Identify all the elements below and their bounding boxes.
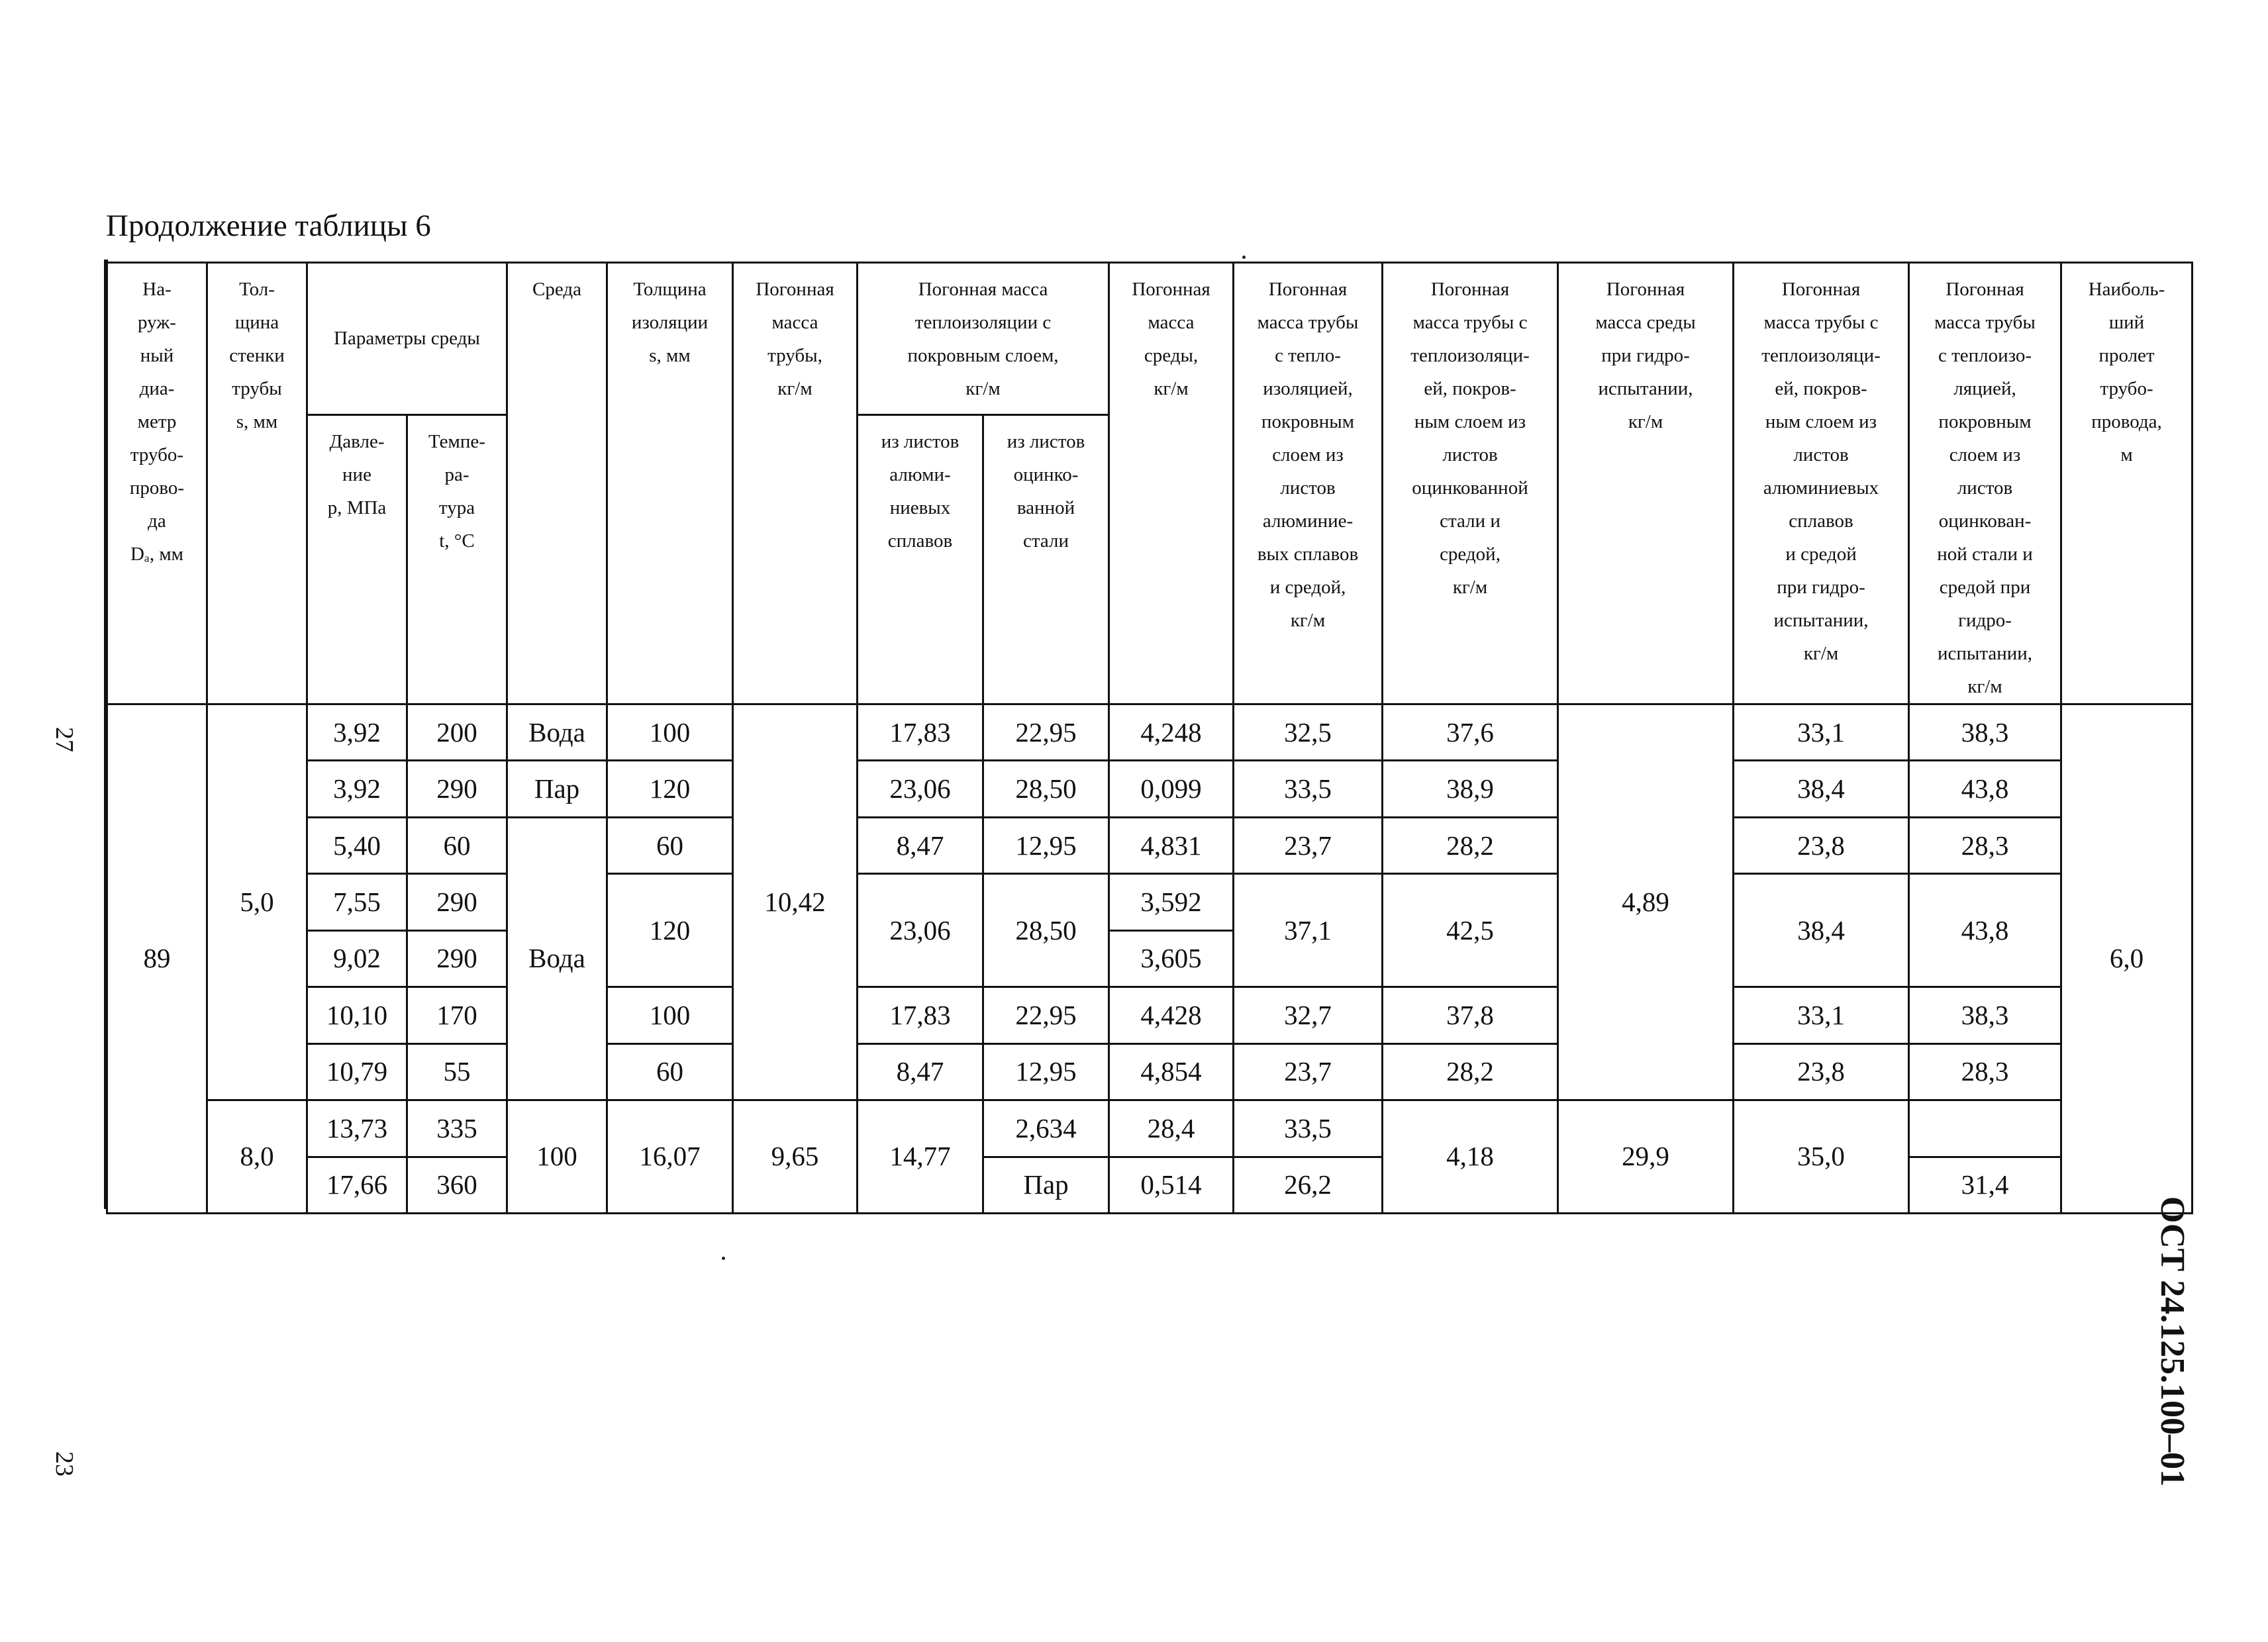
- header-insulation-mass-group: [858, 263, 1109, 415]
- cell-medium-mass: 2,634: [983, 1100, 1109, 1157]
- header-line: Давле-: [329, 430, 385, 452]
- cell-pipe-ins-al-medium: 26,2: [1234, 1157, 1383, 1214]
- header-line: кг/м: [1452, 577, 1488, 598]
- cell-pipe-mass: 10,42: [733, 704, 858, 1100]
- header-line: из листов: [881, 430, 960, 452]
- header-medium-mass: [1109, 263, 1234, 704]
- cell-pressure: 5,40: [307, 817, 407, 873]
- header-pipe-mass: [733, 263, 858, 704]
- header-line: кг/м: [965, 378, 1001, 399]
- header-line: ра-: [444, 463, 469, 485]
- header-line: s, мм: [236, 411, 278, 432]
- header-line: сплавов: [887, 530, 953, 552]
- header-line: ей, покров-: [1775, 378, 1867, 399]
- cell-pressure: 17,66: [307, 1157, 407, 1214]
- header-insulation: [607, 263, 733, 704]
- header-line: масса трубы с: [1763, 312, 1879, 333]
- header-line: при гидро-: [1777, 577, 1865, 598]
- cell-ins-al: 23,06: [858, 874, 983, 987]
- cell-ins-al: 17,83: [858, 987, 983, 1043]
- header-line: Погонная: [756, 279, 834, 300]
- header-line: покровным слоем,: [907, 345, 1059, 366]
- data-table: [106, 262, 2193, 1214]
- header-line: масса: [1148, 312, 1195, 333]
- cell-insulation: 100: [607, 704, 733, 761]
- cell-pipe-ins-steel-test: 28,3: [1909, 1043, 2061, 1100]
- cell-pipe-ins-al-medium: 23,7: [1234, 1043, 1383, 1100]
- cell-pipe-ins-steel-test: 38,3: [1909, 704, 2061, 761]
- cell-pipe-ins-al-medium: 37,1: [1234, 874, 1383, 987]
- header-line: теплоизоляци-: [1761, 345, 1881, 366]
- cell-temperature: 360: [407, 1157, 507, 1214]
- header-line: слоем из: [1949, 444, 2021, 465]
- header-line: провода,: [2091, 411, 2162, 432]
- cell-pipe-ins-al-medium: 32,7: [1234, 987, 1383, 1043]
- header-line: прово-: [129, 477, 185, 499]
- header-line: при гидро-: [1601, 345, 1690, 366]
- cell-pipe-ins-steel-test: 35,0: [1734, 1100, 1909, 1214]
- header-line: трубы: [232, 378, 282, 399]
- cell-medium: Вода: [507, 704, 607, 761]
- cell-pressure: 10,10: [307, 987, 407, 1043]
- cell-ins-steel: 14,77: [858, 1100, 983, 1214]
- cell-insulation: 60: [607, 1043, 733, 1100]
- cell-pipe-ins-al-test: 29,9: [1558, 1100, 1734, 1214]
- header-line: покровным: [1261, 411, 1355, 432]
- cell-temperature: 55: [407, 1043, 507, 1100]
- header-line: среды,: [1144, 345, 1199, 366]
- table-row: [107, 761, 2193, 817]
- cell-diameter: 89: [107, 704, 207, 1214]
- cell-insulation: 60: [607, 817, 733, 873]
- header-line: Тол-: [239, 279, 275, 300]
- header-line: листов: [1793, 444, 1849, 465]
- header-line: Погонная масса: [918, 279, 1048, 300]
- header-ins-al: [858, 414, 983, 704]
- header-line: изоляции: [631, 312, 709, 333]
- header-line: испытании,: [1937, 643, 2033, 664]
- cell-pipe-mass: 16,07: [607, 1100, 733, 1214]
- header-line: да: [148, 510, 166, 532]
- cell-pressure: 10,79: [307, 1043, 407, 1100]
- header-line: Погонная: [1430, 279, 1510, 300]
- header-pressure: [307, 414, 407, 704]
- cell-insulation: 100: [607, 987, 733, 1043]
- header-line: Темпе-: [428, 430, 485, 452]
- header-line: изоляцией,: [1263, 378, 1353, 399]
- cell-wall: 5,0: [207, 704, 307, 1100]
- cell-insulation: 120: [607, 874, 733, 987]
- cell-pipe-ins-steel-medium: 37,6: [1383, 704, 1558, 761]
- cell-pipe-ins-al-test: 38,4: [1734, 874, 1909, 987]
- cell-medium: Пар: [507, 761, 607, 817]
- header-line: Погонная: [1781, 279, 1861, 300]
- cell-pipe-ins-steel-test: 28,3: [1909, 817, 2061, 873]
- header-line: алюми-: [889, 463, 951, 485]
- cell-pressure: 3,92: [307, 761, 407, 817]
- header-line: алюминиевых: [1763, 477, 1879, 499]
- table-row: [107, 817, 2193, 873]
- header-line: и средой: [1785, 544, 1857, 565]
- header-line: испытании,: [1773, 610, 1869, 631]
- table-left-rule: [104, 260, 108, 1209]
- header-line: слоем из: [1272, 444, 1344, 465]
- cell-pressure: 9,02: [307, 930, 407, 987]
- header-pipe-ins-al-medium: [1234, 263, 1383, 704]
- cell-pipe-ins-al-test: 23,8: [1734, 1043, 1909, 1100]
- header-line: масса трубы с: [1412, 312, 1528, 333]
- cell-pipe-ins-steel-medium: 28,2: [1383, 817, 1558, 873]
- header-line: Погонная: [1268, 279, 1348, 300]
- cell-ins-al: 17,83: [858, 704, 983, 761]
- header-line: ший: [2108, 312, 2145, 333]
- table-row: [107, 704, 2193, 761]
- header-line: вых сплавов: [1257, 544, 1359, 565]
- cell-medium-mass-test: 4,18: [1383, 1100, 1558, 1214]
- header-line: ванной: [1016, 497, 1075, 518]
- cell-temperature: 290: [407, 874, 507, 930]
- cell-ins-steel: 22,95: [983, 987, 1109, 1043]
- cell-medium-mass-test: 4,89: [1558, 704, 1734, 1100]
- header-line: метр: [137, 411, 177, 432]
- cell-pipe-ins-steel-test: 43,8: [1909, 761, 2061, 817]
- header-line: t, °С: [439, 530, 475, 552]
- header-line: ниевых: [889, 497, 951, 518]
- cell-max-span: 6,0: [2061, 704, 2193, 1214]
- header-line: стали и: [1440, 510, 1501, 532]
- header-line: p, МПа: [327, 497, 387, 518]
- cell-medium-mass: 0,099: [1109, 761, 1234, 817]
- header-line: теплоизоляци-: [1410, 345, 1530, 366]
- header-line: руж-: [138, 312, 176, 333]
- cell-ins-steel: 22,95: [983, 704, 1109, 761]
- header-line: кг/м: [1967, 676, 2002, 697]
- cell-ins-steel: 12,95: [983, 817, 1109, 873]
- cell-ins-al: 9,65: [733, 1100, 858, 1214]
- header-max-span: [2061, 263, 2193, 704]
- header-line: Толщина: [633, 279, 707, 300]
- cell-temperature: 170: [407, 987, 507, 1043]
- cell-medium-mass: 4,248: [1109, 704, 1234, 761]
- header-line: Наиболь-: [2088, 279, 2165, 300]
- page-number-top: 27: [50, 727, 78, 752]
- cell-ins-steel: 12,95: [983, 1043, 1109, 1100]
- header-line: Погонная: [1946, 279, 2024, 300]
- header-pipe-ins-steel-medium: [1383, 263, 1558, 704]
- cell-medium-mass: 4,831: [1109, 817, 1234, 873]
- cell-ins-al: 8,47: [858, 1043, 983, 1100]
- header-line: масса трубы: [1257, 312, 1359, 333]
- cell-ins-al: 8,47: [858, 817, 983, 873]
- scan-speck: [1242, 256, 1246, 259]
- cell-ins-steel: 28,50: [983, 874, 1109, 987]
- header-line: м: [2120, 444, 2133, 465]
- cell-pipe-ins-al-test: 33,1: [1734, 704, 1909, 761]
- cell-temperature: 60: [407, 817, 507, 873]
- header-line: Погонная: [1132, 279, 1210, 300]
- page-number-bottom: 23: [50, 1451, 78, 1476]
- cell-medium-water: Вода: [507, 817, 607, 1100]
- cell-pipe-ins-al-test: 33,1: [1734, 987, 1909, 1043]
- cell-pipe-ins-steel-medium: 37,8: [1383, 987, 1558, 1043]
- cell-medium-mass: 4,854: [1109, 1043, 1234, 1100]
- cell-pipe-ins-steel-medium: 33,5: [1234, 1100, 1383, 1157]
- cell-insulation: 120: [607, 761, 733, 817]
- header-line: испытании,: [1598, 378, 1693, 399]
- header-line: ным слоем из: [1414, 411, 1526, 432]
- header-line: сплавов: [1789, 510, 1853, 532]
- header-wall: [207, 263, 307, 704]
- header-line: трубо-: [2100, 378, 2153, 399]
- cell-pipe-ins-steel-medium: 31,4: [1909, 1157, 2061, 1214]
- header-line: с тепло-: [1275, 345, 1341, 366]
- cell-medium-mass: 4,428: [1109, 987, 1234, 1043]
- cell-ins-steel: 28,50: [983, 761, 1109, 817]
- header-line: кг/м: [1803, 643, 1839, 664]
- header-line: стенки: [229, 345, 285, 366]
- cell-temperature: 290: [407, 761, 507, 817]
- header-line: s, мм: [649, 345, 691, 366]
- cell-pressure: 3,92: [307, 704, 407, 761]
- header-line: тура: [438, 497, 475, 518]
- scan-speck: [722, 1257, 725, 1260]
- cell-medium-mass: 3,592: [1109, 874, 1234, 930]
- header-line: теплоизоляции с: [914, 312, 1052, 333]
- header-line: диа-: [139, 378, 175, 399]
- header-line: листов: [1957, 477, 2013, 499]
- header-line: покровным: [1938, 411, 2032, 432]
- header-line: кг/м: [1628, 411, 1663, 432]
- header-line: Погонная: [1606, 279, 1685, 300]
- cell-pipe-ins-steel-medium: 28,2: [1383, 1043, 1558, 1100]
- cell-medium-mass: 3,605: [1109, 930, 1234, 987]
- header-line: ляцией,: [1953, 378, 2016, 399]
- header-line: масса среды: [1595, 312, 1696, 333]
- header-line: средой при: [1939, 577, 2031, 598]
- cell-temperature: 200: [407, 704, 507, 761]
- cell-ins-al: 23,06: [858, 761, 983, 817]
- header-medium: Среда: [507, 263, 607, 704]
- header-line: трубо-: [130, 444, 184, 465]
- header-line: щина: [234, 312, 279, 333]
- header-line: алюминие-: [1262, 510, 1354, 532]
- header-line: гидро-: [1958, 610, 2012, 631]
- header-line: ный: [140, 345, 174, 366]
- header-line: масса: [771, 312, 818, 333]
- cell-pipe-ins-al-medium: 32,5: [1234, 704, 1383, 761]
- header-line: пролет: [2098, 345, 2155, 366]
- cell-temperature: 335: [407, 1100, 507, 1157]
- header-line: оцинкован-: [1938, 510, 2032, 532]
- table-caption: Продолжение таблицы 6: [106, 209, 431, 243]
- header-ins-steel: [983, 414, 1109, 704]
- header-line: кг/м: [777, 378, 813, 399]
- header-medium-mass-test: [1558, 263, 1734, 704]
- cell-medium: Пар: [983, 1157, 1109, 1214]
- cell-pressure: 7,55: [307, 874, 407, 930]
- header-line: кг/м: [1290, 610, 1326, 631]
- header-row-1: [107, 263, 2193, 415]
- header-pipe-ins-steel-test: [1909, 263, 2061, 704]
- header-line: оцинко-: [1013, 463, 1079, 485]
- cell-pipe-ins-al-test: 23,8: [1734, 817, 1909, 873]
- cell-pipe-ins-al-medium: 28,4: [1109, 1100, 1234, 1157]
- header-line: На-: [142, 279, 172, 300]
- header-line: и средой,: [1269, 577, 1346, 598]
- header-line: средой,: [1440, 544, 1501, 565]
- header-pipe-ins-al-test: [1734, 263, 1909, 704]
- header-params-group: Параметры среды: [307, 263, 507, 415]
- document-code: ОСТ 24.125.100–01: [2153, 1196, 2191, 1487]
- cell-pressure: 13,73: [307, 1100, 407, 1157]
- header-line: Dₐ, мм: [130, 544, 184, 565]
- cell-pipe-ins-al-medium: 23,7: [1234, 817, 1383, 873]
- cell-medium-mass: 0,514: [1109, 1157, 1234, 1214]
- table-row: [107, 1100, 2193, 1157]
- header-line: оцинкованной: [1412, 477, 1528, 499]
- table-row: [107, 987, 2193, 1043]
- header-line: трубы,: [767, 345, 822, 366]
- table-row: [107, 1043, 2193, 1100]
- cell-insulation: 100: [507, 1100, 607, 1214]
- header-temperature: [407, 414, 507, 704]
- header-line: ей, покров-: [1424, 378, 1516, 399]
- header-line: ной стали и: [1937, 544, 2033, 565]
- header-diameter: [107, 263, 207, 704]
- header-line: масса трубы: [1934, 312, 2036, 333]
- header-line: из листов: [1007, 430, 1085, 452]
- cell-wall: 8,0: [207, 1100, 307, 1214]
- cell-pipe-ins-steel-medium: 38,9: [1383, 761, 1558, 817]
- header-line: листов: [1280, 477, 1336, 499]
- table-row: [107, 874, 2193, 930]
- header-line: стали: [1022, 530, 1069, 552]
- header-line: с теплоизо-: [1938, 345, 2032, 366]
- header-line: ным слоем из: [1765, 411, 1877, 432]
- cell-pipe-ins-steel-test: 43,8: [1909, 874, 2061, 987]
- header-line: листов: [1442, 444, 1498, 465]
- cell-pipe-ins-steel-medium: 42,5: [1383, 874, 1558, 987]
- cell-pipe-ins-steel-test: 38,3: [1909, 987, 2061, 1043]
- header-line: кг/м: [1154, 378, 1189, 399]
- cell-pipe-ins-al-test: 38,4: [1734, 761, 1909, 817]
- cell-pipe-ins-al-medium: 33,5: [1234, 761, 1383, 817]
- cell-temperature: 290: [407, 930, 507, 987]
- header-line: ние: [342, 463, 371, 485]
